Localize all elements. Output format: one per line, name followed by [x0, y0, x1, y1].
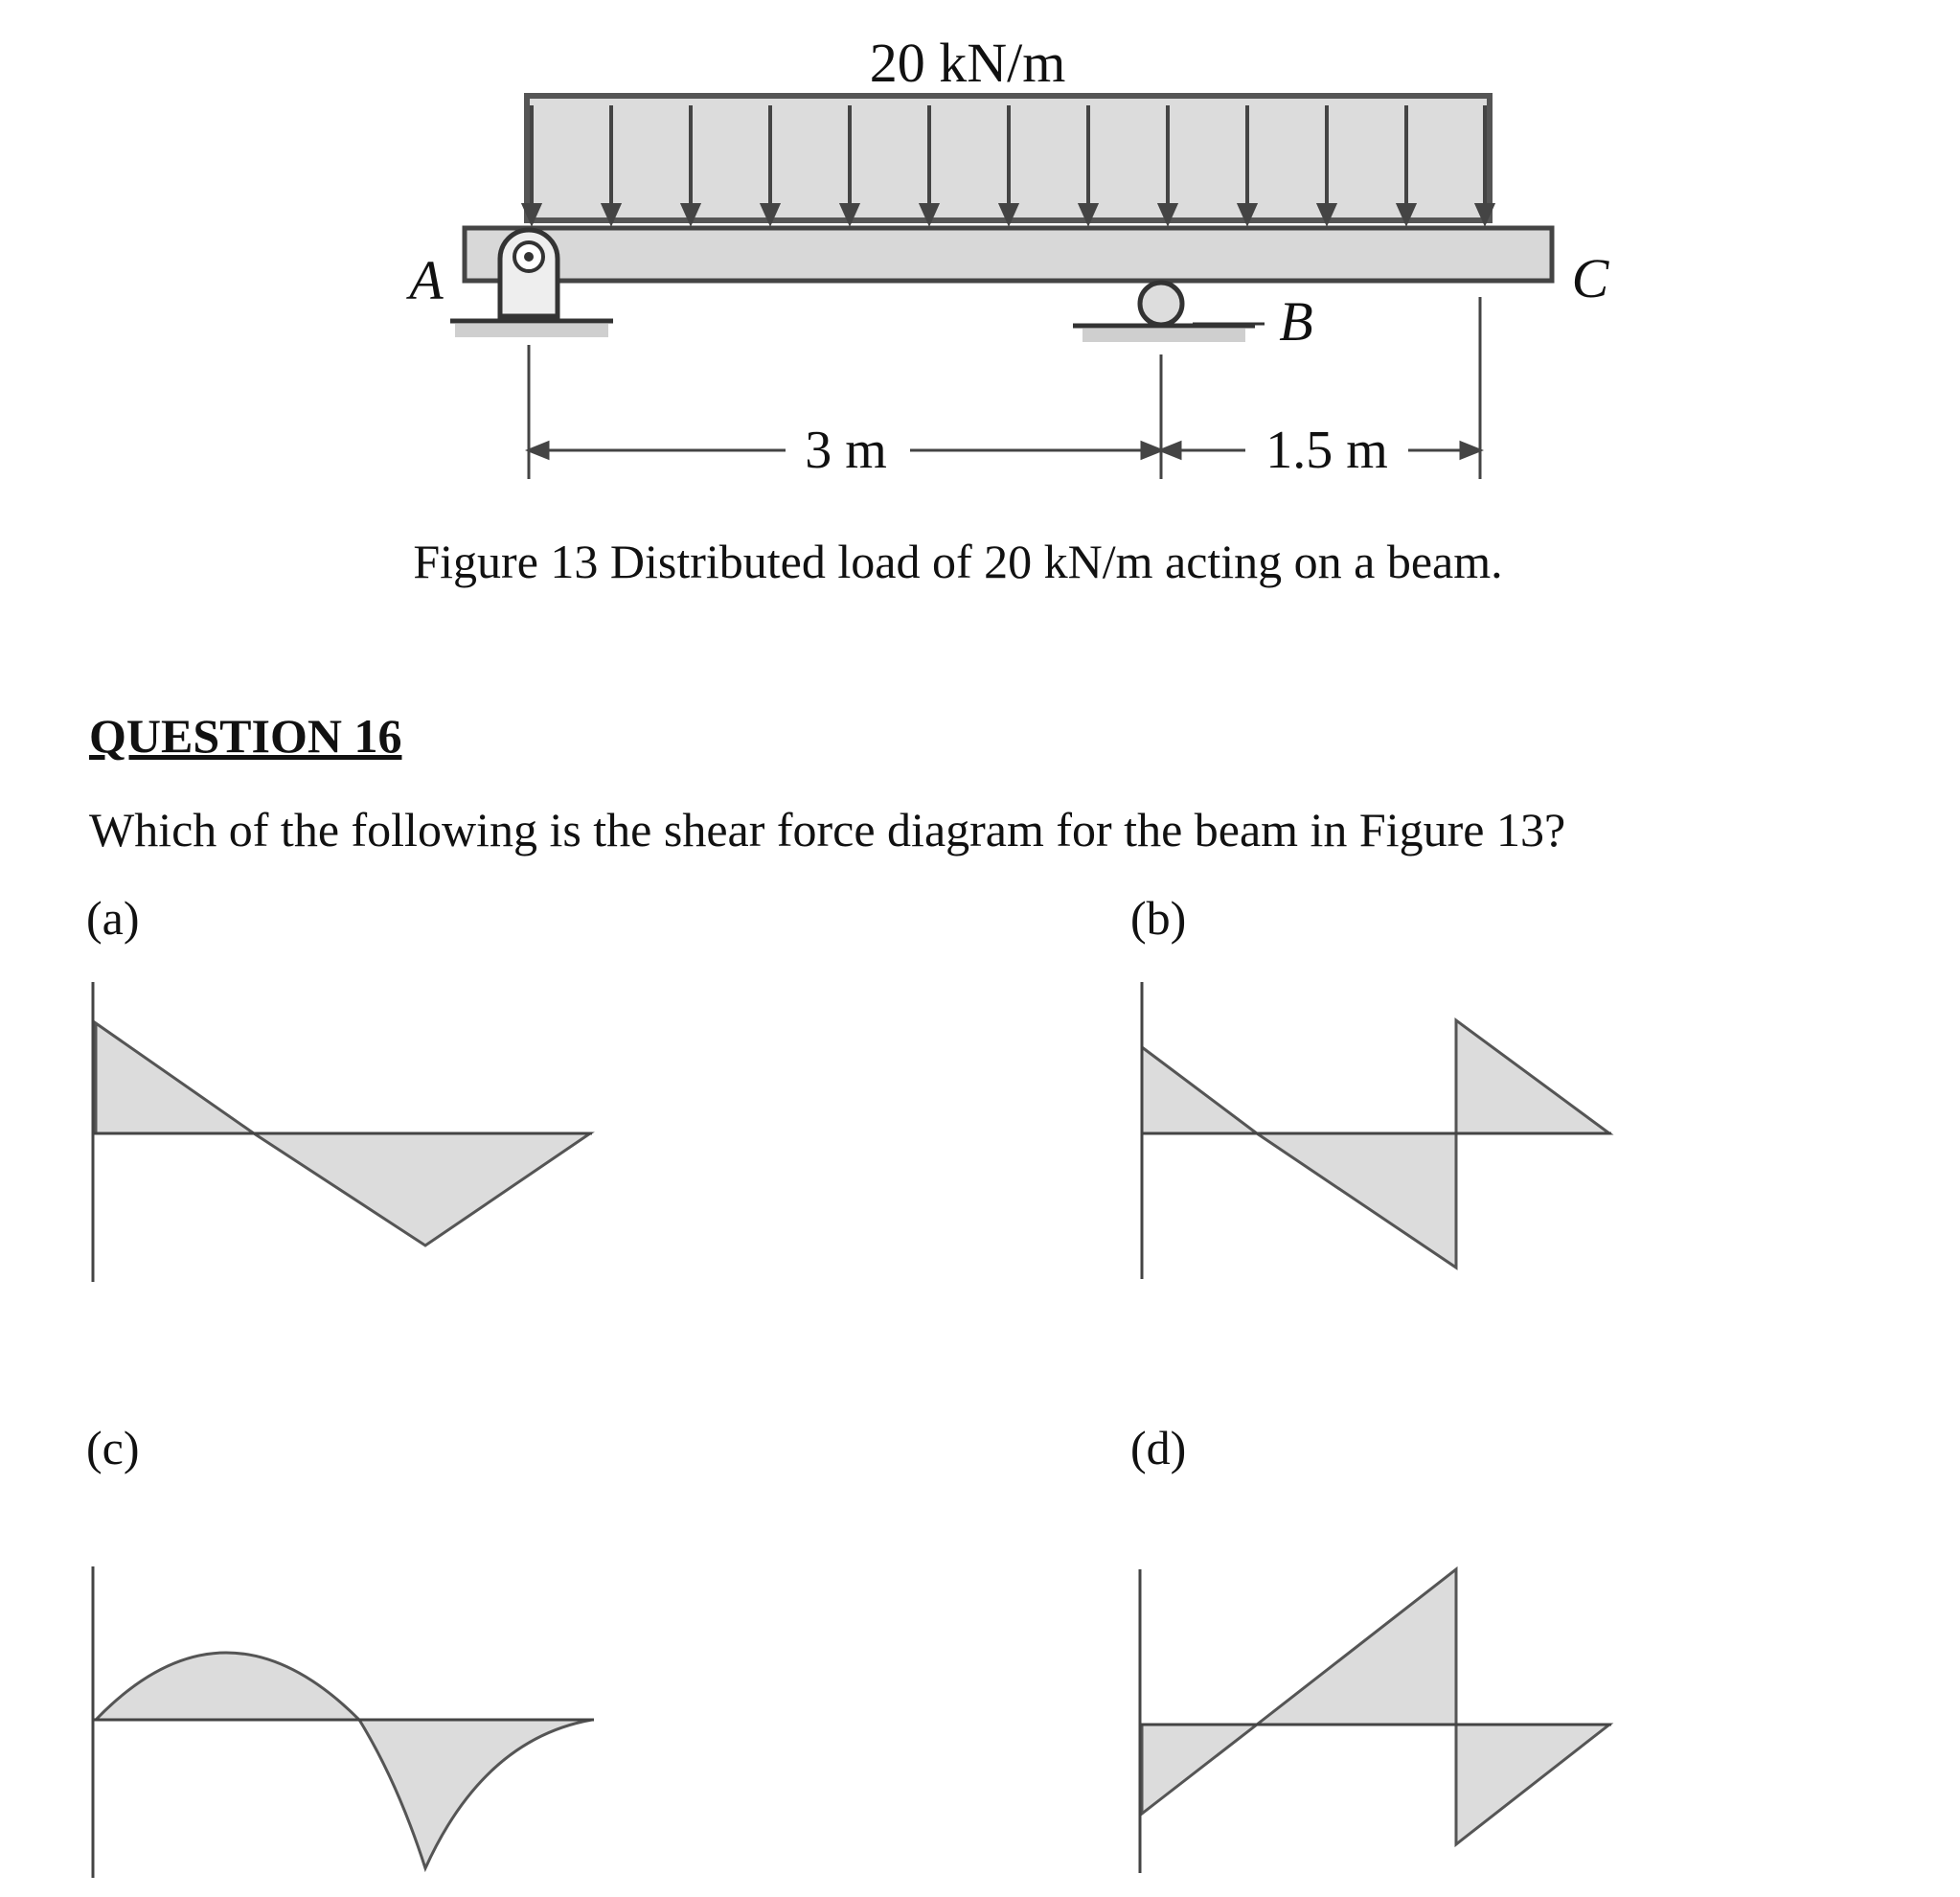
shear-region-negative — [254, 1133, 590, 1246]
shear-region-ab-negative — [1257, 1133, 1456, 1268]
dim-label-bc: 1.5 m — [1265, 421, 1388, 480]
shear-region-ab-negative — [1142, 1725, 1257, 1814]
option-b-diagram[interactable] — [1142, 982, 1611, 1279]
option-d-diagram[interactable] — [1140, 1569, 1611, 1873]
dim-arrow-a — [529, 443, 548, 458]
beam-figure — [405, 32, 1609, 588]
shear-region-ab-positive — [1142, 1047, 1257, 1133]
option-b-label[interactable]: (b) — [1130, 891, 1187, 945]
roller-support-b — [1073, 283, 1255, 342]
question-text: Which of the following is the shear force diagram for the beam in Figure 13? — [89, 803, 1566, 857]
dim-arrow-b-right — [1161, 443, 1180, 458]
figure-caption: Figure 13 Distributed load of 20 kN/m acting on a beam. — [413, 535, 1503, 588]
shear-region-bc — [1456, 1020, 1609, 1133]
point-c-label: C — [1571, 247, 1609, 309]
shear-region-bc — [1456, 1725, 1609, 1844]
shear-region-ab-positive — [1257, 1569, 1456, 1725]
option-c-diagram[interactable] — [93, 1566, 594, 1878]
point-a-label: A — [409, 249, 444, 311]
point-b-label: B — [1279, 290, 1313, 353]
option-a-diagram[interactable] — [93, 982, 592, 1282]
shear-region-positive — [96, 1023, 254, 1133]
option-c-label[interactable]: (c) — [86, 1421, 140, 1474]
shear-region-positive — [96, 1653, 359, 1720]
load-label: 20 kN/m — [869, 32, 1066, 94]
option-d-label[interactable]: (d) — [1130, 1421, 1187, 1474]
dim-label-ab: 3 m — [805, 421, 887, 480]
beam — [465, 228, 1552, 281]
dim-arrow-c — [1461, 443, 1480, 458]
option-a-label[interactable]: (a) — [86, 891, 140, 945]
question-heading: QUESTION 16 — [89, 709, 402, 763]
shear-region-negative — [359, 1720, 592, 1868]
